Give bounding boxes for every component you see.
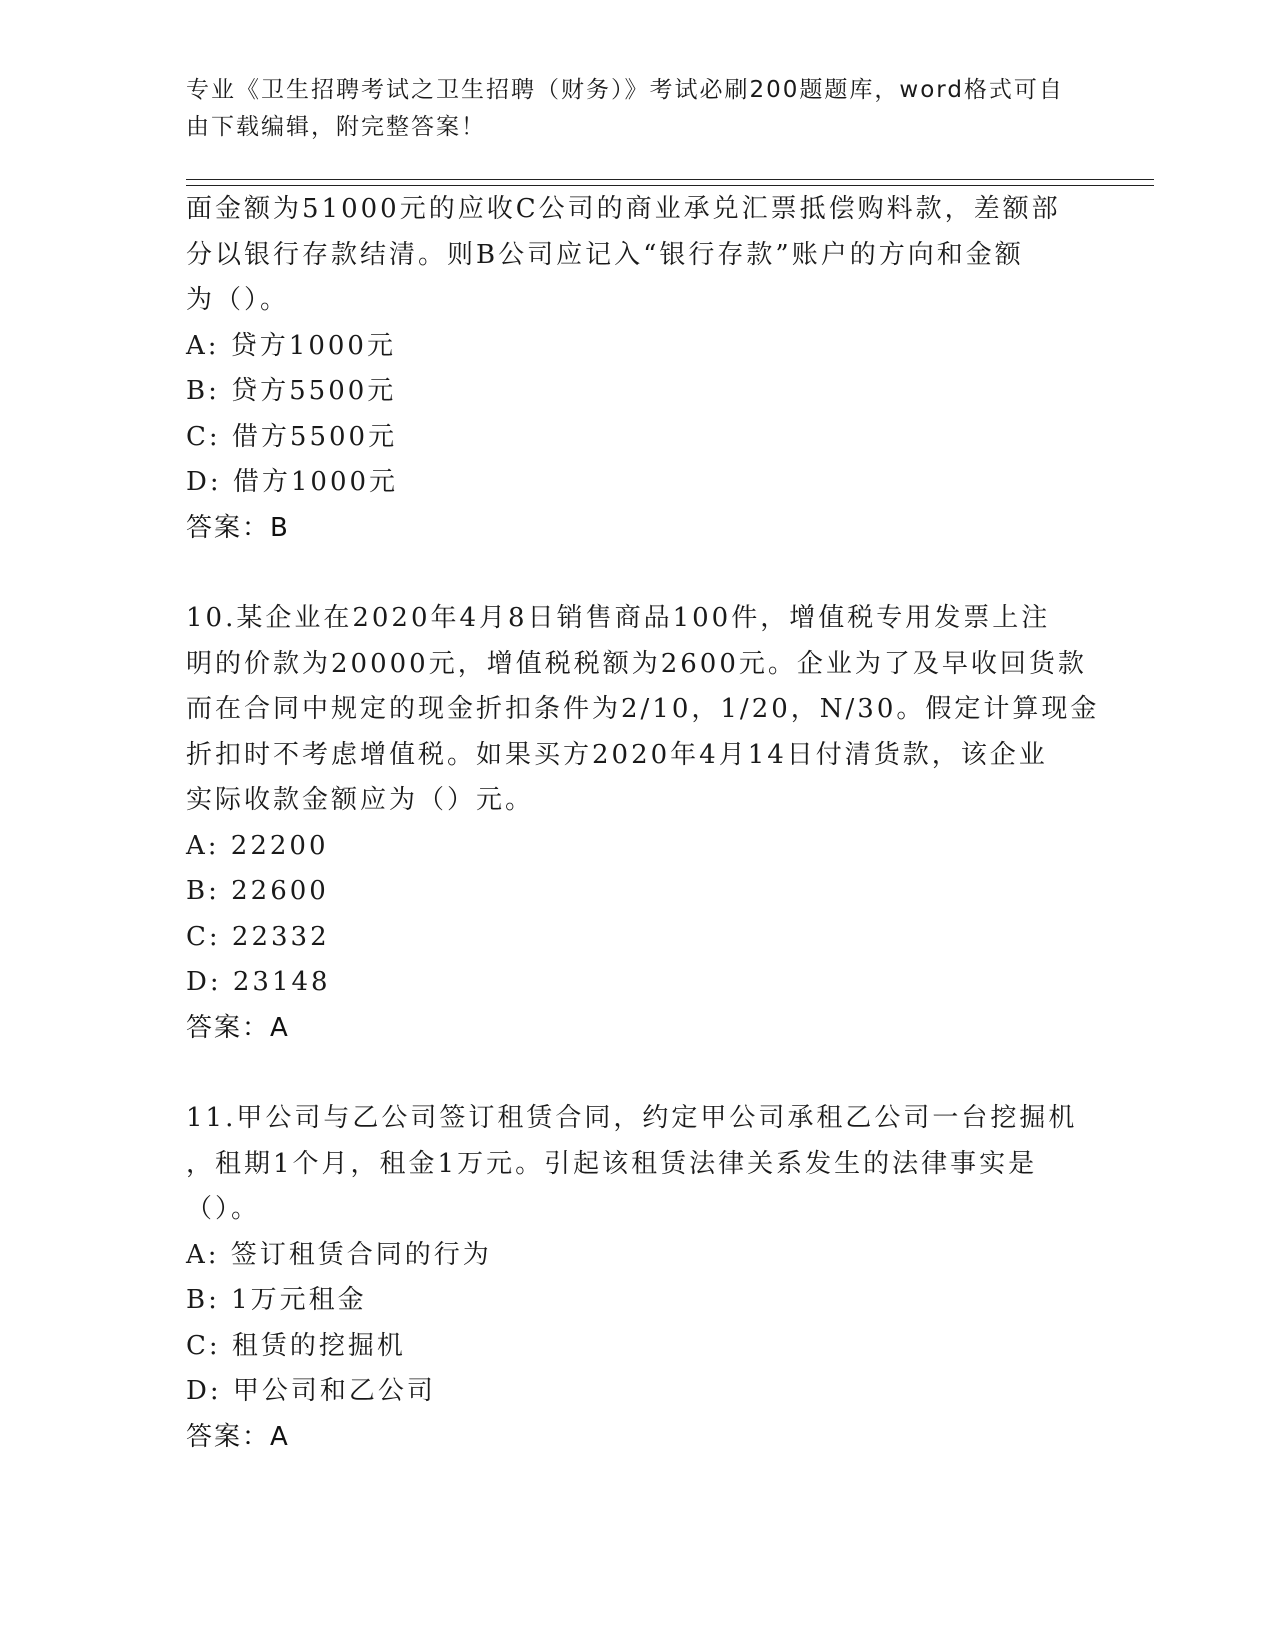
question-11-stem-line-2: ，租期1个月，租金1万元。引起该租赁法律关系发生的法律事实是 [186, 1148, 1038, 1179]
question-10 [186, 596, 1100, 1051]
spacer [186, 1051, 1066, 1096]
question-10-stem-line-2: 明的价款为20000元，增值税税额为2600元。企业为了及早收回货款 [186, 648, 1087, 679]
question-11-answer: 答案：A [186, 1421, 290, 1452]
question-9-option-c: C: 借方5500元 [186, 421, 398, 452]
question-11-option-d: D: 甲公司和乙公司 [186, 1376, 436, 1406]
header-line-1: 专业《卫生招聘考试之卫生招聘（财务）》考试必刷200题题库，word格式可自 [186, 77, 1064, 103]
question-10-stem-line-4: 折扣时不考虑增值税。如果买方2020年4月14日付清货款，该企业 [186, 739, 1048, 770]
spacer [186, 551, 1066, 596]
question-9-stem-line-3: 为（）。 [186, 285, 290, 315]
question-10-answer: 答案：A [186, 1012, 290, 1043]
header-line-2: 由下载编辑，附完整答案！ [186, 114, 486, 140]
question-10-stem-line-3: 而在合同中规定的现金折扣条件为2/10，1/20，N/30。假定计算现金 [186, 694, 1100, 724]
document-header [186, 72, 1066, 146]
question-11-stem-line-3: （）。 [186, 1194, 261, 1224]
question-10-option-c: C: 22332 [186, 921, 330, 952]
question-11 [186, 1096, 1078, 1460]
question-11-option-a: A: 签订租赁合同的行为 [186, 1239, 492, 1270]
question-10-stem-line-1: 10.某企业在2020年4月8日销售商品100件，增值税专用发票上注 [186, 603, 1051, 633]
question-11-option-c: C: 租赁的挖掘机 [186, 1330, 406, 1361]
question-list [186, 187, 1100, 1460]
question-9 [186, 187, 1066, 551]
question-9-answer: 答案：B [186, 512, 290, 543]
header-rule-top [186, 179, 1154, 180]
question-9-stem-line-2: 分以银行存款结清。则B公司应记入“银行存款”账户的方向和金额 [186, 239, 1024, 270]
question-10-option-b: B: 22600 [186, 876, 329, 906]
question-10-stem-line-5: 实际收款金额应为（）元。 [186, 785, 535, 815]
question-10-option-d: D: 23148 [186, 967, 331, 997]
question-9-option-a: A: 贷方1000元 [186, 330, 396, 361]
question-10-option-a: A: 22200 [186, 830, 329, 861]
question-11-option-b: B: 1万元租金 [186, 1285, 367, 1315]
question-11-stem-line-1: 11.甲公司与乙公司签订租赁合同，约定甲公司承租乙公司一台挖掘机 [186, 1103, 1078, 1133]
question-9-stem-line-1: 面金额为51000元的应收C公司的商业承兑汇票抵偿购料款，差额部 [186, 194, 1061, 224]
header-rule-bottom [186, 185, 1154, 186]
question-9-option-b: B: 贷方5500元 [186, 376, 397, 406]
question-9-option-d: D: 借方1000元 [186, 467, 399, 497]
